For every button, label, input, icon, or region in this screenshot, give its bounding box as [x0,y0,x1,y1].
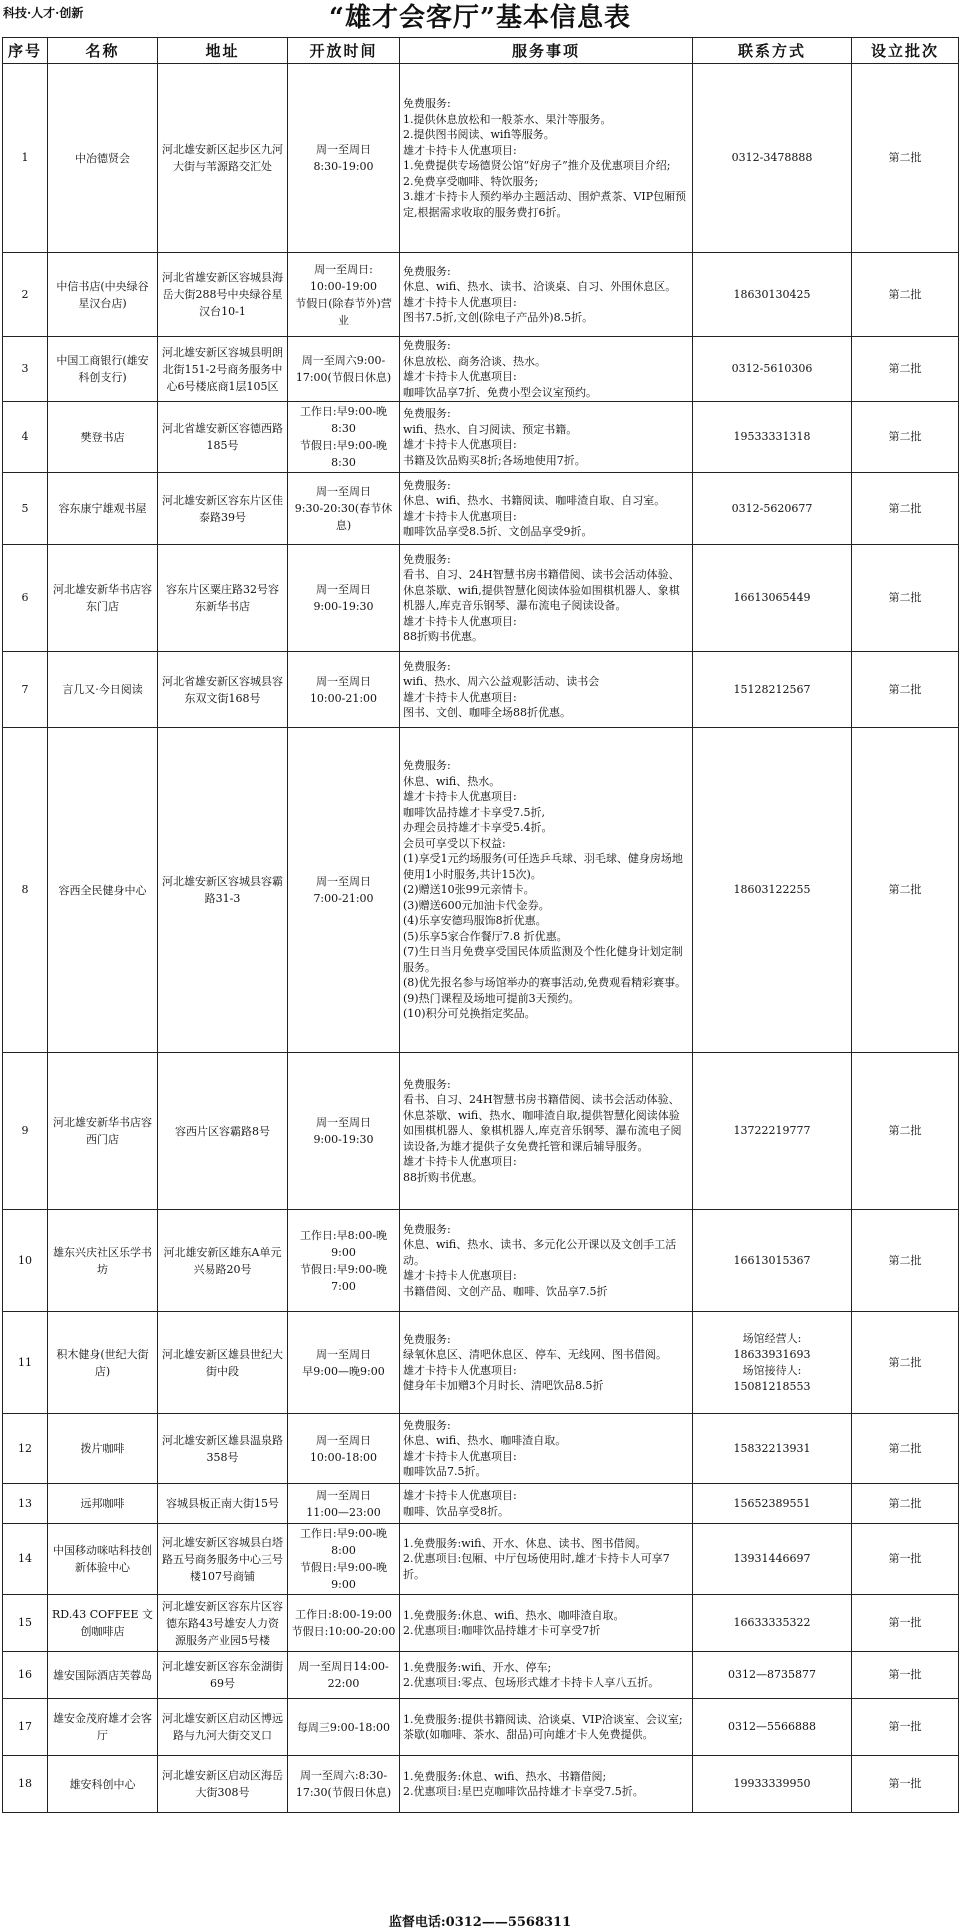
row-services: 免费服务: 休息、wifi、热水、读书、多元化公开课以及文创手工活动。 雄才卡持卡人优惠项目: 书籍借阅、文创产品、咖啡、饮品享7.5折 [400,1210,693,1312]
row-name: 雄安科创中心 [48,1756,158,1813]
row-batch: 第二批 [852,253,959,337]
header-batch: 设立批次 [852,38,959,64]
row-hours: 工作日:早9:00-晚8:30 节假日:早9:00-晚8:30 [288,402,400,473]
row-address: 河北雄安新区起步区九河大街与苇源路交汇处 [158,64,288,253]
row-number: 5 [3,473,48,545]
row-name: 河北雄安新华书店容东门店 [48,545,158,652]
row-batch: 第二批 [852,545,959,652]
row-services: 1.免费服务:wifi、开水、休息、读书、图书借阅。 2.优惠项目:包厢、中厅包场使用时,雄才卡持卡人可享7折。 [400,1524,693,1595]
row-contact: 16613065449 [693,545,852,652]
row-name: 拨片咖啡 [48,1414,158,1484]
row-name: 言几又·今日阅读 [48,652,158,728]
row-batch: 第二批 [852,1053,959,1210]
row-batch: 第一批 [852,1595,959,1652]
table-row [3,1414,959,1484]
row-services: 免费服务: wifi、热水、自习阅读、预定书籍。 雄才卡持卡人优惠项目: 书籍及饮品购买8折;各场地使用7折。 [400,402,693,473]
row-batch: 第二批 [852,473,959,545]
row-contact: 15128212567 [693,652,852,728]
table-row [3,253,959,337]
row-number: 9 [3,1053,48,1210]
row-services: 免费服务: wifi、热水、周六公益观影活动、读书会 雄才卡持卡人优惠项目: 图书、文创、咖啡全场88折优惠。 [400,652,693,728]
row-name: 积木健身(世纪大街店) [48,1312,158,1414]
row-services: 免费服务: 看书、自习、24H智慧书房书籍借阅、读书会活动体验、休息茶歇、wifi、热水、咖啡渣自取,提供智慧化阅读体验如围棋机器人、象棋机器人,库克音乐钢琴、瀑布流电子阅读设备,为雄才提供子女免费托管和课后辅导服务。 雄才卡持卡人优惠项目: 88折购书优惠。 [400,1053,693,1210]
row-number: 13 [3,1484,48,1524]
row-contact: 0312-3478888 [693,64,852,253]
row-number: 12 [3,1414,48,1484]
row-hours: 每周三9:00-18:00 [288,1699,400,1756]
row-name: 中国移动咪咕科技创新体验中心 [48,1524,158,1595]
row-batch: 第二批 [852,1210,959,1312]
supervision-phone: 监督电话:0312——5568311 [388,1915,572,1930]
row-contact: 0312-5620677 [693,473,852,545]
row-hours: 周一至周日 7:00-21:00 [288,728,400,1053]
row-batch: 第一批 [852,1524,959,1595]
row-batch: 第二批 [852,402,959,473]
table-row [3,1595,959,1652]
row-services: 1.免费服务:wifi、开水、停车; 2.优惠项目:零点、包场形式雄才卡持卡人享八五折。 [400,1652,693,1699]
row-number: 18 [3,1756,48,1813]
row-name: 雄安国际酒店芙蓉岛 [48,1652,158,1699]
row-number: 15 [3,1595,48,1652]
row-number: 2 [3,253,48,337]
row-hours: 周一至周六:8:30-17:30(节假日休息) [288,1756,400,1813]
row-name: RD.43 COFFEE 文创咖啡店 [48,1595,158,1652]
row-number: 16 [3,1652,48,1699]
row-name: 容西全民健身中心 [48,728,158,1053]
row-contact: 19933339950 [693,1756,852,1813]
row-services: 雄才卡持卡人优惠项目: 咖啡、饮品享受8折。 [400,1484,693,1524]
table-row [3,1652,959,1699]
row-batch: 第二批 [852,728,959,1053]
row-name: 远邦咖啡 [48,1484,158,1524]
row-name: 中信书店(中央绿谷星汉台店) [48,253,158,337]
row-contact: 13722219777 [693,1053,852,1210]
table-row [3,1053,959,1210]
row-hours: 周一至周日 9:30-20:30(春节休息) [288,473,400,545]
tagline: 科技·人才·创新 [3,6,84,20]
row-number: 3 [3,337,48,402]
row-contact: 15832213931 [693,1414,852,1484]
table-row [3,728,959,1053]
row-contact: 场馆经营人: 18633931693 场馆接待人: 15081218553 [693,1312,852,1414]
row-address: 河北雄安新区容城县白塔路五号商务服务中心三号楼107号商铺 [158,1524,288,1595]
row-name: 雄东兴庆社区乐学书坊 [48,1210,158,1312]
row-number: 11 [3,1312,48,1414]
row-address: 河北雄安新区雄东A单元兴易路20号 [158,1210,288,1312]
row-hours: 周一至周日 10:00-18:00 [288,1414,400,1484]
row-batch: 第一批 [852,1756,959,1813]
row-services: 免费服务: 1.提供休息放松和一般茶水、果汁等服务。 2.提供图书阅读、wifi等服务。 雄才卡持卡人优惠项目: 1.免费提供专场德贤公馆“好房子”推介及优惠项目介绍; 2.免费享受咖啡、特饮服务; 3.雄才卡持卡人预约举办主题活动、围炉煮茶、VIP包厢预定,根据需求收取的服务费打6折。 [400,64,693,253]
row-hours: 周一至周日 9:00-19:30 [288,1053,400,1210]
table-row [3,337,959,402]
row-name: 樊登书店 [48,402,158,473]
row-services: 1.免费服务:休息、wifi、热水、咖啡渣自取。 2.优惠项目:咖啡饮品持雄才卡可享受7折 [400,1595,693,1652]
row-hours: 工作日:8:00-19:00 节假日:10:00-20:00 [288,1595,400,1652]
row-hours: 周一至周日 9:00-19:30 [288,545,400,652]
row-address: 容城县板正南大街15号 [158,1484,288,1524]
row-address: 河北雄安新区启动区海岳大街308号 [158,1756,288,1813]
row-hours: 周一至周日 10:00-21:00 [288,652,400,728]
row-name: 中国工商银行(雄安科创支行) [48,337,158,402]
table-row [3,402,959,473]
row-contact: 16613015367 [693,1210,852,1312]
row-batch: 第二批 [852,1414,959,1484]
row-hours: 工作日:早8:00-晚9:00 节假日:早9:00-晚7:00 [288,1210,400,1312]
table-row [3,1756,959,1813]
row-hours: 周一至周日: 10:00-19:00 节假日(除春节外)营业 [288,253,400,337]
row-batch: 第二批 [852,337,959,402]
row-number: 8 [3,728,48,1053]
header-hours: 开放时间 [288,38,400,64]
row-batch: 第二批 [852,652,959,728]
row-address: 河北省雄安新区容城县容东双文街168号 [158,652,288,728]
row-services: 免费服务: 休息、wifi、热水、读书、洽谈桌、自习、外围休息区。 雄才卡持卡人优惠项目: 图书7.5折,文创(除电子产品外)8.5折。 [400,253,693,337]
row-services: 免费服务: 休息、wifi、热水。 雄才卡持卡人优惠项目: 咖啡饮品持雄才卡享受7.5折, 办理会员持雄才卡享受5.4折。 会员可享受以下权益: (1)享受1元约场服务(可任选乒乓球、羽毛球、健身房场地使用1小时服务,共计15次)。 (2)赠送10张99元亲情卡。 (3)赠送600元加油卡代金券。 (4)乐享安德玛服饰8折优惠。 (5)乐享5家合作餐厅7.8 折优惠。 (7)生日当月免费享受国民体质监测及个性化健身计划定制服务。 (8)优先报名参与场馆举办的赛事活动,免费观看精彩赛事。 (9)热门课程及场地可提前3天预约。 (10)积分可兑换指定奖品。 [400,728,693,1053]
row-hours: 周一至周日14:00-22:00 [288,1652,400,1699]
row-address: 河北省雄安新区容德西路185号 [158,402,288,473]
table-header-row [3,38,959,64]
table-row [3,1484,959,1524]
row-address: 河北雄安新区雄县世纪大街中段 [158,1312,288,1414]
row-services: 免费服务: 休息、wifi、热水、咖啡渣自取。 雄才卡持卡人优惠项目: 咖啡饮品7.5折。 [400,1414,693,1484]
row-batch: 第二批 [852,1312,959,1414]
row-name: 雄安金茂府雄才会客厅 [48,1699,158,1756]
row-number: 7 [3,652,48,728]
table-row [3,1312,959,1414]
row-services: 免费服务: 休息放松、商务洽谈、热水。 雄才卡持卡人优惠项目: 咖啡饮品享7折、免费小型会议室预约。 [400,337,693,402]
row-address: 河北雄安新区容东片区容德东路43号雄安人力资源服务产业园5号楼 [158,1595,288,1652]
info-table [2,37,959,1813]
row-address: 容西片区容霸路8号 [158,1053,288,1210]
row-hours: 周一至周日 11:00—23:00 [288,1484,400,1524]
table-row [3,473,959,545]
row-batch: 第一批 [852,1652,959,1699]
row-address: 河北雄安新区容东片区佳泰路39号 [158,473,288,545]
row-address: 河北雄安新区容城县明朗北街151-2号商务服务中心6号楼底商1层105区 [158,337,288,402]
row-services: 1.免费服务:休息、wifi、热水、书籍借阅; 2.优惠项目:星巴克咖啡饮品持雄才卡享受7.5折。 [400,1756,693,1813]
row-services: 免费服务: 看书、自习、24H智慧书房书籍借阅、读书会活动体验、休息茶歇、wifi,提供智慧化阅读体验如围棋机器人、象棋机器人,库克音乐钢琴、瀑布流电子阅读设备。 雄才卡持卡人优惠项目: 88折购书优惠。 [400,545,693,652]
row-address: 河北雄安新区容东金湖街69号 [158,1652,288,1699]
row-hours: 工作日:早9:00-晚8:00 节假日:早9:00-晚9:00 [288,1524,400,1595]
row-address: 河北雄安新区启动区博远路与九河大街交叉口 [158,1699,288,1756]
row-contact: 0312—5566888 [693,1699,852,1756]
row-services: 免费服务: 绿氧休息区、清吧休息区、停车、无线网、图书借阅。 雄才卡持卡人优惠项目: 健身年卡加赠3个月时长、清吧饮品8.5折 [400,1312,693,1414]
row-contact: 15652389551 [693,1484,852,1524]
table-row [3,1524,959,1595]
row-contact: 16633335322 [693,1595,852,1652]
row-number: 14 [3,1524,48,1595]
table-row [3,1210,959,1312]
row-address: 河北雄安新区容城县容霸路31-3 [158,728,288,1053]
row-contact: 18603122255 [693,728,852,1053]
row-contact: 0312-5610306 [693,337,852,402]
header-address: 地址 [158,38,288,64]
row-address: 容东片区粟庄路32号容东新华书店 [158,545,288,652]
row-hours: 周一至周日 早9:00—晚9:00 [288,1312,400,1414]
row-name: 容东康宁雄观书屋 [48,473,158,545]
row-services: 免费服务: 休息、wifi、热水、书籍阅读、咖啡渣自取、自习室。 雄才卡持卡人优惠项目: 咖啡饮品享受8.5折、文创品享受9折。 [400,473,693,545]
table-row [3,1699,959,1756]
header-services: 服务事项 [400,38,693,64]
row-number: 1 [3,64,48,253]
row-address: 河北省雄安新区容城县海岳大街288号中央绿谷星汉台10-1 [158,253,288,337]
table-row [3,545,959,652]
row-hours: 周一至周日 8:30-19:00 [288,64,400,253]
row-address: 河北雄安新区雄县温泉路358号 [158,1414,288,1484]
row-hours: 周一至周六9:00-17:00(节假日休息) [288,337,400,402]
row-batch: 第一批 [852,1699,959,1756]
header-contact: 联系方式 [693,38,852,64]
row-number: 4 [3,402,48,473]
row-number: 17 [3,1699,48,1756]
row-contact: 0312—8735877 [693,1652,852,1699]
header-no: 序号 [3,38,48,64]
table-row [3,64,959,253]
row-batch: 第二批 [852,64,959,253]
table-row [3,652,959,728]
row-contact: 13931446697 [693,1524,852,1595]
row-number: 10 [3,1210,48,1312]
row-name: 河北雄安新华书店容西门店 [48,1053,158,1210]
row-contact: 18630130425 [693,253,852,337]
page-title: “雄才会客厅”基本信息表 [329,3,631,33]
row-services: 1.免费服务:提供书籍阅读、洽谈桌、VIP洽谈室、会议室;茶歇(如咖啡、茶水、甜品)可向雄才卡人免费提供。 [400,1699,693,1756]
row-batch: 第二批 [852,1484,959,1524]
header-name: 名称 [48,38,158,64]
row-name: 中冶德贤会 [48,64,158,253]
row-contact: 19533331318 [693,402,852,473]
row-number: 6 [3,545,48,652]
